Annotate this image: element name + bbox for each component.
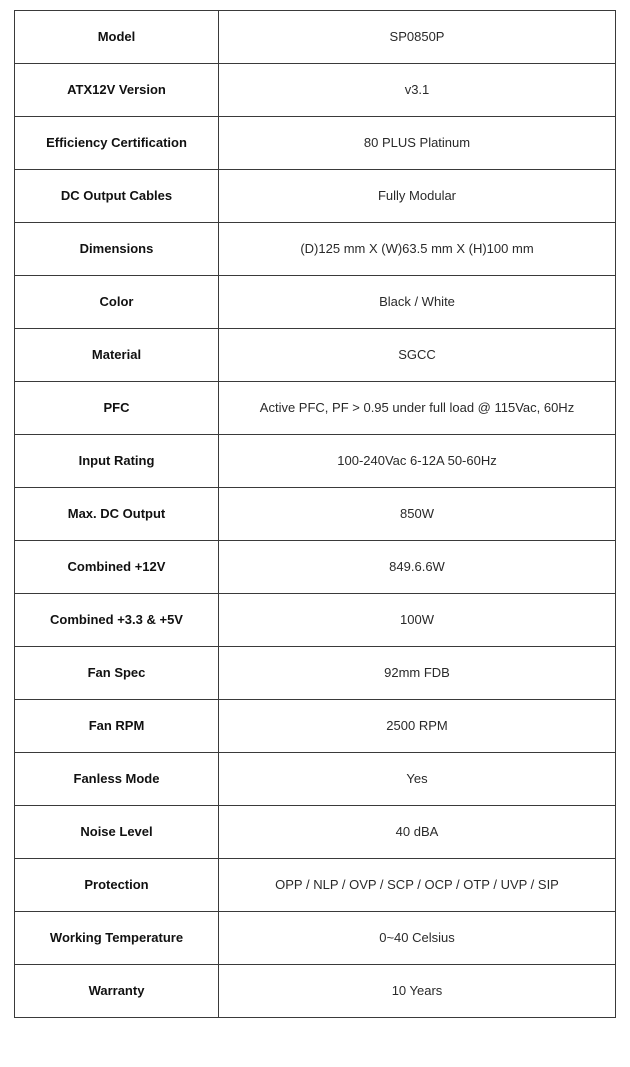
table-row-combined-3v3-5v: [15, 594, 616, 647]
table-row-pfc: [15, 382, 616, 435]
spec-label: Dimensions: [15, 223, 219, 276]
spec-value: OPP / NLP / OVP / SCP / OCP / OTP / UVP / SIP: [219, 859, 616, 912]
spec-label: Warranty: [15, 965, 219, 1018]
spec-value: (D)125 mm X (W)63.5 mm X (H)100 mm: [219, 223, 616, 276]
table-row-dimensions: [15, 223, 616, 276]
spec-label: Combined +3.3 & +5V: [15, 594, 219, 647]
spec-value: 100-240Vac 6-12A 50-60Hz: [219, 435, 616, 488]
spec-value: Fully Modular: [219, 170, 616, 223]
spec-label: Input Rating: [15, 435, 219, 488]
table-row-atx12v-version: [15, 64, 616, 117]
spec-value: 2500 RPM: [219, 700, 616, 753]
spec-value: 92mm FDB: [219, 647, 616, 700]
spec-table: [14, 10, 616, 1018]
spec-label: Material: [15, 329, 219, 382]
spec-label: Combined +12V: [15, 541, 219, 594]
spec-label: Model: [15, 11, 219, 64]
table-row-warranty: [15, 965, 616, 1018]
table-row-dc-output-cables: [15, 170, 616, 223]
table-row-protection: [15, 859, 616, 912]
spec-label: Working Temperature: [15, 912, 219, 965]
spec-label: Fan RPM: [15, 700, 219, 753]
spec-value: SGCC: [219, 329, 616, 382]
table-row-fan-spec: [15, 647, 616, 700]
spec-label: Protection: [15, 859, 219, 912]
table-row-material: [15, 329, 616, 382]
table-row-model: [15, 11, 616, 64]
spec-value: 40 dBA: [219, 806, 616, 859]
spec-label: Efficiency Certification: [15, 117, 219, 170]
table-row-efficiency-certification: [15, 117, 616, 170]
spec-label: ATX12V Version: [15, 64, 219, 117]
spec-value: 100W: [219, 594, 616, 647]
spec-label: Color: [15, 276, 219, 329]
table-row-input-rating: [15, 435, 616, 488]
spec-value: 0~40 Celsius: [219, 912, 616, 965]
spec-label: DC Output Cables: [15, 170, 219, 223]
spec-value: SP0850P: [219, 11, 616, 64]
table-row-color: [15, 276, 616, 329]
spec-value: v3.1: [219, 64, 616, 117]
spec-value: 10 Years: [219, 965, 616, 1018]
table-row-fan-rpm: [15, 700, 616, 753]
spec-label: Max. DC Output: [15, 488, 219, 541]
spec-value: 849.6.6W: [219, 541, 616, 594]
table-row-working-temperature: [15, 912, 616, 965]
table-row-combined-12v: [15, 541, 616, 594]
spec-label: Noise Level: [15, 806, 219, 859]
spec-label: PFC: [15, 382, 219, 435]
table-row-max-dc-output: [15, 488, 616, 541]
spec-label: Fan Spec: [15, 647, 219, 700]
spec-value: Active PFC, PF > 0.95 under full load @ 115Vac, 60Hz: [219, 382, 616, 435]
spec-value: Black / White: [219, 276, 616, 329]
table-row-noise-level: [15, 806, 616, 859]
spec-value: 80 PLUS Platinum: [219, 117, 616, 170]
table-row-fanless-mode: [15, 753, 616, 806]
spec-value: 850W: [219, 488, 616, 541]
spec-table-body: [15, 11, 616, 1018]
spec-value: Yes: [219, 753, 616, 806]
spec-label: Fanless Mode: [15, 753, 219, 806]
